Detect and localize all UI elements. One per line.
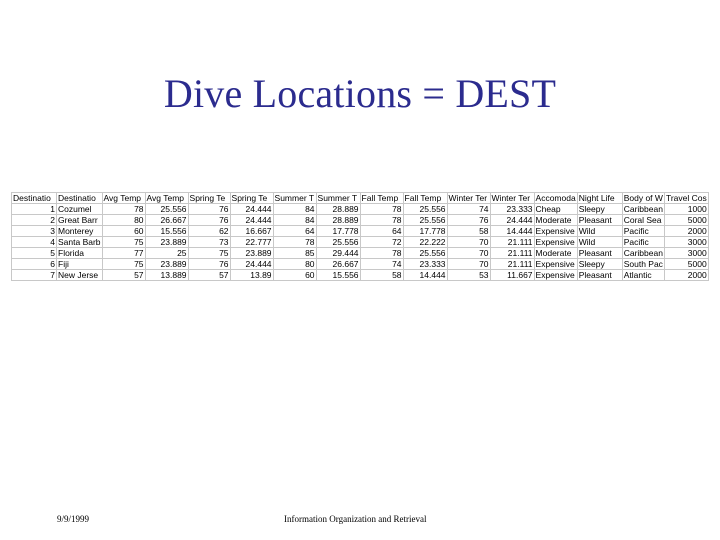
table-cell: 25.556 xyxy=(316,237,360,248)
table-cell: 78 xyxy=(102,204,145,215)
table-cell: Caribbean xyxy=(623,248,663,258)
table-cell: 3000 xyxy=(664,248,708,259)
table-cell: 5 xyxy=(12,248,57,259)
table-cell: 62 xyxy=(188,226,230,237)
table-cell: 29.444 xyxy=(316,248,360,259)
table-cell: 80 xyxy=(102,215,145,226)
table-cell: 76 xyxy=(447,215,490,226)
table-cell: Expensive xyxy=(534,226,577,237)
column-header: Destinatio xyxy=(12,193,57,204)
column-header: Avg Temp xyxy=(102,193,145,204)
table-cell: 84 xyxy=(273,204,316,215)
table-cell: 14.444 xyxy=(403,270,447,281)
table-cell: Pacific xyxy=(622,226,664,237)
table-cell: 60 xyxy=(273,270,316,281)
table-cell: Pleasant xyxy=(577,215,622,226)
table-cell: 15.556 xyxy=(145,226,188,237)
table-cell: 26.667 xyxy=(145,215,188,226)
table-cell: 7 xyxy=(12,270,57,281)
dive-locations-table xyxy=(11,192,709,281)
table-cell: 25.556 xyxy=(145,204,188,215)
column-header: Avg Temp xyxy=(145,193,188,204)
table-cell: 80 xyxy=(273,259,316,270)
table-cell: 85 xyxy=(273,248,316,259)
table-row xyxy=(12,226,709,237)
table-cell: 28.889 xyxy=(316,215,360,226)
table-cell: Santa Barb xyxy=(58,237,101,247)
table-cell: 72 xyxy=(360,237,403,248)
table-cell: 15.556 xyxy=(316,270,360,281)
table-cell: 24.444 xyxy=(230,204,273,215)
table-cell: Pacific xyxy=(622,237,664,248)
table-cell: 70 xyxy=(447,237,490,248)
table-row xyxy=(12,270,709,281)
table-cell: 23.889 xyxy=(230,248,273,259)
footer-date: 9/9/1999 xyxy=(57,514,90,524)
table-cell: 57 xyxy=(102,270,145,281)
table-cell: 14.444 xyxy=(490,226,534,237)
table-cell: 28.889 xyxy=(316,204,360,215)
table-cell: 70 xyxy=(447,248,490,259)
table-cell: New Jerse xyxy=(57,270,103,281)
table-cell: Pleasant xyxy=(577,270,622,281)
table-cell: 3000 xyxy=(664,237,708,248)
column-header: Summer T xyxy=(274,193,315,203)
table-cell: Cheap xyxy=(534,204,577,215)
column-header: Fall Temp xyxy=(360,193,403,204)
table-cell: Atlantic xyxy=(622,270,664,281)
table-cell: 22.777 xyxy=(230,237,273,248)
column-header: Spring Te xyxy=(188,193,230,204)
table-cell: 75 xyxy=(188,248,230,259)
table-cell: 1000 xyxy=(664,204,708,215)
table-cell: Cozumel xyxy=(57,204,103,215)
table-row xyxy=(12,237,709,248)
table-cell: 23.333 xyxy=(490,204,534,215)
table-row xyxy=(12,259,709,270)
table-cell: 25.556 xyxy=(403,215,447,226)
column-header: Night Life xyxy=(577,193,622,204)
table-cell: 74 xyxy=(447,204,490,215)
table-cell: 1 xyxy=(12,204,57,215)
table-cell: Moderate xyxy=(534,215,577,226)
table-cell: 16.667 xyxy=(230,226,273,237)
slide-title: Dive Locations = DEST xyxy=(163,71,557,116)
table-cell: 78 xyxy=(273,237,316,248)
column-header: Travel Cos xyxy=(665,193,707,203)
table-cell: 2000 xyxy=(664,270,708,281)
table-row xyxy=(12,204,709,215)
table-cell: 22.222 xyxy=(403,237,447,248)
table-cell: 23.889 xyxy=(145,237,188,248)
table-cell: Sleepy xyxy=(577,259,622,270)
table-cell: 5000 xyxy=(664,259,708,270)
table-row xyxy=(12,248,709,259)
table-cell: 58 xyxy=(360,270,403,281)
column-header: Accomoda xyxy=(535,193,576,203)
column-header: Winter Ter xyxy=(490,193,534,204)
table-cell: 25.556 xyxy=(403,204,447,215)
table-cell: 21.111 xyxy=(490,259,534,270)
table-cell: Pleasant xyxy=(577,248,622,259)
table-cell: 3 xyxy=(12,226,57,237)
column-header: Destinatio xyxy=(57,193,103,204)
table-cell: 13.889 xyxy=(145,270,188,281)
table-cell: 74 xyxy=(360,259,403,270)
table-cell: 76 xyxy=(188,215,230,226)
table-cell: 23.333 xyxy=(403,259,447,270)
table-cell: 5000 xyxy=(664,215,708,226)
column-header: Summer T xyxy=(316,193,360,204)
table-cell: 2 xyxy=(12,215,57,226)
table-cell: Wild xyxy=(577,237,622,248)
table-cell: 25 xyxy=(145,248,188,259)
table-cell: 77 xyxy=(102,248,145,259)
table-cell: Great Barr xyxy=(57,215,103,226)
table-cell: 64 xyxy=(360,226,403,237)
table-cell: Sleepy xyxy=(577,204,622,215)
table-cell: Coral Sea xyxy=(622,215,664,226)
table-cell: 24.444 xyxy=(230,259,273,270)
table-cell: Florida xyxy=(57,248,103,259)
table-cell: Expensive xyxy=(534,270,577,281)
table-cell: Monterey xyxy=(57,226,103,237)
table-cell: 21.111 xyxy=(490,237,534,248)
table-cell: 70 xyxy=(447,259,490,270)
table-cell: 75 xyxy=(102,237,145,248)
table-header-row xyxy=(12,193,709,204)
table-cell: 84 xyxy=(273,215,316,226)
column-header: Spring Te xyxy=(230,193,273,204)
table-row xyxy=(12,215,709,226)
table-cell: Moderate xyxy=(534,248,577,259)
table-cell: 24.444 xyxy=(490,215,534,226)
footer-title: Information Organization and Retrieval xyxy=(284,514,427,524)
table-cell: 24.444 xyxy=(230,215,273,226)
column-header: Winter Ter xyxy=(447,193,490,204)
table-cell: 60 xyxy=(102,226,145,237)
table-cell: 17.778 xyxy=(316,226,360,237)
table-cell: 76 xyxy=(188,259,230,270)
table-cell: 78 xyxy=(360,204,403,215)
table-cell: 76 xyxy=(188,204,230,215)
table-cell: Wild xyxy=(577,226,622,237)
table-cell: Expensive xyxy=(534,237,577,248)
table-cell: 11.667 xyxy=(490,270,534,281)
table-cell: 57 xyxy=(188,270,230,281)
table-cell: South Pac xyxy=(623,259,663,269)
column-header: Fall Temp xyxy=(403,193,447,204)
table-cell: 26.667 xyxy=(316,259,360,270)
table-cell: 78 xyxy=(360,215,403,226)
table-cell: 23.889 xyxy=(145,259,188,270)
table-cell: 75 xyxy=(102,259,145,270)
table-cell: 25.556 xyxy=(403,248,447,259)
table-cell: 78 xyxy=(360,248,403,259)
table-cell: 6 xyxy=(12,259,57,270)
table-cell: 2000 xyxy=(664,226,708,237)
table-cell: 73 xyxy=(188,237,230,248)
table-cell: 58 xyxy=(447,226,490,237)
table-cell: Fiji xyxy=(57,259,103,270)
table-cell: Caribbean xyxy=(623,204,663,214)
table-cell: 17.778 xyxy=(403,226,447,237)
table-cell: 4 xyxy=(12,237,57,248)
table-cell: 21.111 xyxy=(490,248,534,259)
column-header: Body of W xyxy=(623,193,663,203)
table-cell: 64 xyxy=(273,226,316,237)
table-cell: Expensive xyxy=(534,259,577,270)
table-cell: 53 xyxy=(447,270,490,281)
table-cell: 13.89 xyxy=(230,270,273,281)
